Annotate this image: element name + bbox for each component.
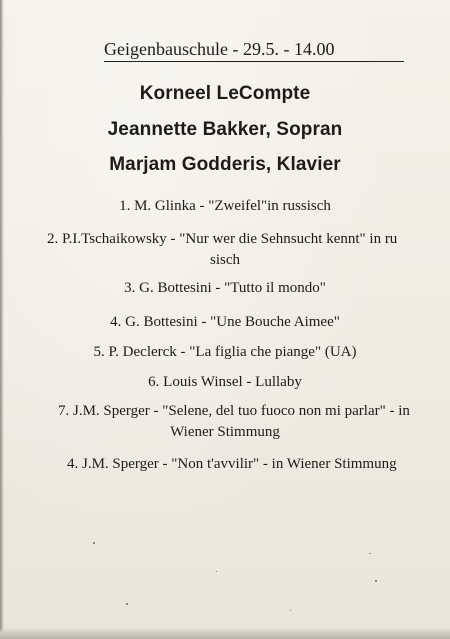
performer-1: Korneel LeCompte <box>139 83 311 104</box>
program-item-text: 5. P. Declerck - "La figlia che piange" (UA) <box>93 344 357 360</box>
program-item-text: 3. G. Bottesini - "Tutto il mondo" <box>124 280 326 296</box>
paper-speck <box>216 571 217 572</box>
program-item-text: 7. J.M. Sperger - "Selene, del tuo fuoco non mi parlar" - in <box>58 403 410 419</box>
paper-speck <box>126 603 128 605</box>
paper-speck <box>93 542 95 544</box>
program-item-text-continued: Wiener Stimmung <box>170 424 280 440</box>
paper-speck <box>375 580 377 582</box>
paper-speck <box>290 610 291 611</box>
program-item-text: 4. J.M. Sperger - "Non t'avvilir" - in Wiener Stimmung <box>67 456 397 472</box>
program-item-7 <box>0 401 450 443</box>
performer-2: Jeannette Bakker, Sopran <box>107 119 343 140</box>
program-item-8 <box>0 454 450 475</box>
program-item-text: 4. G. Bottesini - "Une Bouche Aimee" <box>110 314 340 330</box>
program-item-text: 2. P.I.Tschaikowsky - "Nur wer die Sehnsucht kennt" in ru <box>47 231 398 247</box>
page-title: Geigenbauschule - 29.5. - 14.00 <box>104 38 404 62</box>
program-item-text: 6. Louis Winsel - Lullaby <box>148 374 302 390</box>
program-item-text: 1. M. Glinka - "Zweifel"in russisch <box>119 198 331 214</box>
program-item-1 <box>0 196 450 217</box>
program-item-text-continued: sisch <box>210 252 240 268</box>
program-item-6 <box>0 372 450 393</box>
paper-speck <box>369 553 371 554</box>
program-item-5 <box>0 342 450 363</box>
program-item-3 <box>0 278 450 299</box>
program-item-2 <box>0 229 450 271</box>
paper-bottom-edge <box>0 628 450 639</box>
program-item-4 <box>0 312 450 333</box>
performer-3: Marjam Godderis, Klavier <box>109 154 341 175</box>
